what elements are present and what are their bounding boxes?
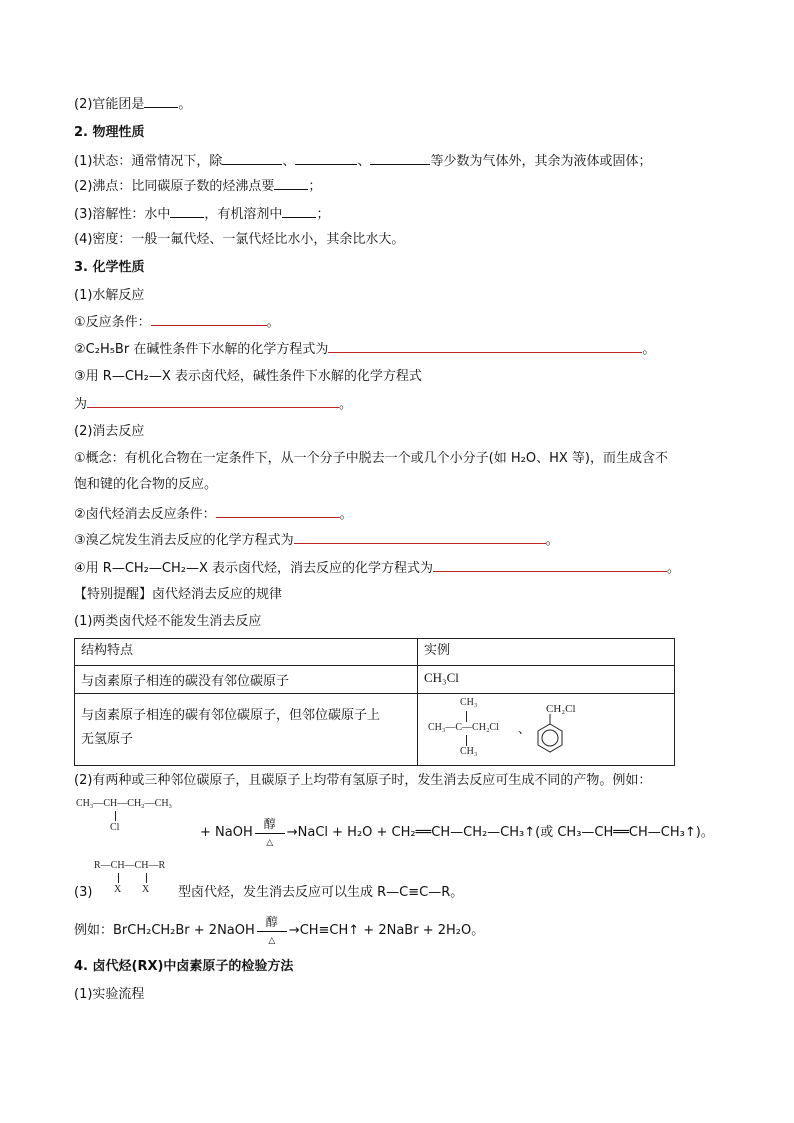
text: →CH≡CH↑ + 2NaBr + 2H₂O。 [288,923,485,938]
text: ①概念：有机化合物在一定条件下，从一个分子中脱去一个或几个小分子(如 H₂O、HX 等)，而生成含不 [74,451,668,466]
bond-x2 [146,873,147,883]
text: ； [308,179,322,194]
table-row [75,666,675,694]
chem-cl: Cl [110,822,120,833]
line-solubility [74,205,329,224]
heading-physical [74,124,145,142]
line-experiment [74,986,144,1004]
line-boiling [74,177,321,196]
text: ； [316,207,330,222]
bond-vertical-cl [115,811,116,821]
bond-vertical-top [466,711,467,722]
text: (1)状态：通常情况下，除 [74,154,223,169]
text: ④用 R—CH₂—CH₂—X 表示卤代烃，消去反应的化学方程式为 [74,561,433,576]
table-row [75,694,675,766]
condition-heat: △ [266,837,274,848]
line-tip-title [74,586,282,604]
line-density [74,231,404,249]
answer-blank[interactable] [216,505,340,518]
heading-chemical [74,259,145,277]
text: 、 [282,154,296,169]
text: 。 [642,342,656,357]
text: (3)溶解性：水中 [74,207,171,222]
text: (2)沸点：比同碳原子数的烃沸点要 [74,179,275,194]
answer-blank[interactable] [328,340,642,353]
chem-2-chlorobutane: CH₃—CH—CH₂—CH₃ [76,798,173,809]
text: (1)两类卤代烃不能发生消去反应 [74,614,262,629]
line-hydrolysis-general [74,368,422,386]
text: 等少数为气体外，其余为液体或固体； [430,154,652,169]
text: + NaOH [200,825,253,840]
line-bromoethane-eq [74,531,559,550]
answer-blank[interactable] [87,395,339,408]
text: (1)水解反应 [74,288,145,303]
line-concept-2 [74,476,217,494]
condition-alcohol: 醇 [265,914,278,929]
text: ①反应条件： [74,315,151,330]
text: ②卤代烃消去反应条件： [74,507,216,522]
chem-ch3-bottom: CH₃ [460,746,478,757]
text: →NaCl + H₂O + CH₂══CH—CH₂—CH₃↑(或 CH₃—CH══CH—CH₃↑)。 [286,825,714,840]
text: 。 [545,533,559,548]
answer-blank[interactable] [222,152,282,165]
heading-text: 3. 化学性质 [74,260,145,275]
line-elim-condition [74,505,353,524]
table-header-cell: 实例 [418,639,675,666]
answer-blank[interactable] [295,152,357,165]
bond-x1 [118,873,119,883]
heading-text: 4. 卤代烃(RX)中卤素原子的检验方法 [74,959,294,974]
cell-line: 无氢原子 [81,732,134,747]
line-state [74,152,651,171]
separator: 、 [518,722,531,736]
line-hydrolysis-condition [74,313,280,332]
text: 例如：BrCH₂CH₂Br + 2NaOH [74,923,255,938]
line-general-elim-eq [74,559,680,578]
line-example [74,914,485,946]
text: 、 [357,154,371,169]
text: (2)消去反应 [74,424,145,439]
table-header-cell: 结构特点 [75,639,418,666]
chem-x1: X [114,884,122,895]
text: (2)有两种或三种邻位碳原子，且碳原子上均带有氢原子时，发生消去反应可生成不同的产物。例如： [74,773,652,788]
chem-ch3-top: CH₃ [460,697,478,708]
heading-detection [74,958,293,976]
table-cell: 与卤素原子相连的碳没有邻位碳原子 [75,666,418,694]
reaction-arrow [255,914,289,946]
answer-blank[interactable] [433,559,667,572]
chem-dihalide: R—CH—CH—R [94,860,166,871]
answer-blank[interactable] [294,531,546,544]
cell-line: 与卤素原子相连的碳有邻位碳原子，但邻位碳原子上 [81,708,381,723]
line-functional-group [74,95,191,114]
answer-blank[interactable] [370,152,430,165]
line-concept-1 [74,450,668,468]
table-cell: CH₃Cl [418,666,675,694]
chem-neopentyl-main: CH₃—C—CH₂Cl [428,722,499,733]
condition-heat: △ [268,935,276,946]
text: 型卤代烃，发生消去反应可以生成 R—C≡C—R。 [178,885,464,900]
rules-table [74,638,675,766]
text: 。 [339,507,353,522]
line-elimination [74,423,144,441]
answer-blank[interactable] [282,205,316,218]
line-tip-3 [178,884,463,902]
text: ③溴乙烷发生消去反应的化学方程式为 [74,533,294,548]
bond-vertical-bottom [466,735,467,746]
line-hydrolysis-general-blank [74,395,352,414]
text: (3) [74,885,93,900]
text: (1)实验流程 [74,987,145,1002]
text: ③用 R—CH₂—X 表示卤代烃，碱性条件下水解的化学方程式 [74,369,422,384]
chem-benzyl-ch2cl: CH₂Cl [546,703,576,715]
answer-blank[interactable] [170,205,204,218]
line-hydrolysis-eq [74,340,655,359]
text: 。 [339,397,353,412]
text: ②C₂H₅Br 在碱性条件下水解的化学方程式为 [74,342,329,357]
text: 。 [178,97,192,112]
heading-text: 2. 物理性质 [74,125,145,140]
text: 【特别提醒】卤代烃消去反应的规律 [74,587,283,602]
text: ，有机溶剂中 [204,207,283,222]
table-cell [75,694,418,766]
benzene-ring-icon [532,712,568,758]
answer-blank[interactable] [144,95,178,108]
answer-blank[interactable] [151,313,267,326]
line-tip-2 [74,772,651,790]
text: 为 [74,397,88,412]
chem-x2: X [142,884,150,895]
text: (2)官能团是 [74,97,145,112]
reaction-arrow [253,816,287,848]
text: 。 [667,561,681,576]
line-eq-2-chlorobutane [200,816,714,848]
text: 。 [266,315,280,330]
table-header-row [75,639,675,666]
answer-blank[interactable] [274,177,308,190]
line-hydrolysis [74,287,144,305]
line-tip-1 [74,613,261,631]
line-tip-3-label [74,884,92,902]
text: 饱和键的化合物的反应。 [74,477,218,492]
text: (4)密度：一般一氟代烃、一氯代烃比水小，其余比水大。 [74,232,405,247]
condition-alcohol: 醇 [263,816,276,831]
